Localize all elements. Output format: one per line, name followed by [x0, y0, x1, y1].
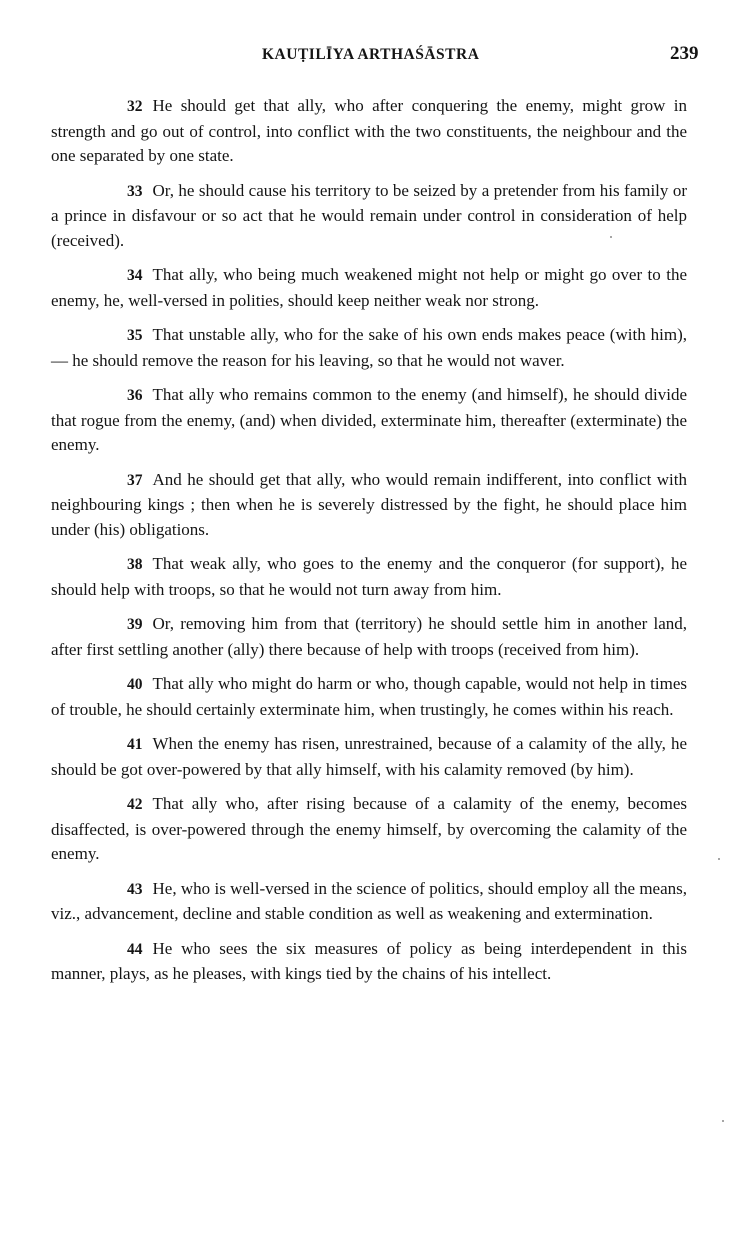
verse-number: 43 — [127, 880, 143, 898]
running-title: KAUṬILĪYA ARTHAŚĀSTRA — [262, 46, 480, 63]
verse-text: That ally who, after rising because of a calamity of the enemy, becomes disaffected, is over-powered through the enemy himself, by overcoming the calamity of the enemy. — [51, 794, 687, 864]
verse-number: 42 — [127, 796, 143, 814]
scan-speck — [610, 236, 612, 238]
verse-number: 34 — [127, 267, 143, 285]
paragraph-37 — [51, 468, 687, 543]
paragraph-39 — [51, 612, 687, 662]
verse-text: When the enemy has risen, unrestrained, because of a calamity of the ally, he should be got over-powered by that ally himself, with his calamity removed (by him). — [51, 734, 687, 779]
verse-text: He who sees the six measures of policy as being interdependent in this manner, plays, as he pleases, with kings tied by the chains of his intellect. — [51, 938, 687, 984]
running-head — [0, 43, 736, 70]
verse-number: 36 — [127, 387, 143, 405]
paragraph-36 — [51, 383, 687, 458]
body-text — [51, 94, 687, 997]
verse-number: 37 — [127, 471, 143, 489]
verse-text: That ally, who being much weakened might not help or might go over to the enemy, he, well-versed in polities, should keep neither weak nor strong. — [51, 265, 687, 310]
paragraph-44 — [51, 937, 687, 987]
verse-text: And he should get that ally, who would remain indifferent, into conflict with neighbouring kings ; then when he is severely distressed by the fight, he should place him under (his) obligations. — [51, 469, 687, 539]
verse-text: That ally who might do harm or who, though capable, would not help in times of trouble, he should certainly exterminate him, when trustingly, he comes within his reach. — [51, 674, 687, 719]
verse-number: 35 — [127, 327, 143, 345]
paragraph-41 — [51, 732, 687, 782]
verse-number: 33 — [127, 182, 143, 200]
verse-text: Or, he should cause his territory to be seized by a pretender from his family or a prince in disfavour or so act that he would remain under control in consideration of help (received). — [51, 180, 687, 250]
paragraph-34 — [51, 263, 687, 313]
paragraph-43 — [51, 877, 687, 927]
scan-speck — [718, 858, 720, 860]
verse-text: That ally who remains common to the enemy (and himself), he should divide that rogue from the enemy, (and) when divided, exterminate him, thereafter (exterminate) the enemy. — [51, 385, 687, 455]
verse-number: 38 — [127, 556, 143, 574]
paragraph-40 — [51, 672, 687, 722]
verse-number: 44 — [127, 940, 143, 958]
paragraph-42 — [51, 792, 687, 867]
paragraph-35 — [51, 323, 687, 373]
scan-speck — [722, 1120, 724, 1122]
verse-text: That weak ally, who goes to the enemy and the conqueror (for support), he should help with troops, so that he would not turn away from him. — [51, 554, 687, 599]
paragraph-32 — [51, 94, 687, 169]
verse-number: 32 — [127, 98, 143, 115]
verse-number: 41 — [127, 736, 143, 754]
verse-text: Or, removing him from that (territory) he should settle him in another land, after first settling another (ally) there because of help with troops (received from him). — [51, 614, 687, 659]
paragraph-33 — [51, 179, 687, 254]
verse-text: He should get that ally, who after conquering the enemy, might grow in strength and go out of control, into conflict with the two constituents, the neighbour and the one separated by one state. — [51, 96, 687, 166]
verse-text: That unstable ally, who for the sake of his own ends makes peace (with him), — he should remove the reason for his leaving, so that he would not waver. — [51, 325, 687, 370]
page-number: 239 — [670, 43, 699, 64]
verse-number: 40 — [127, 676, 143, 694]
verse-text: He, who is well-versed in the science of politics, should employ all the means, viz., advancement, decline and stable condition as well as weakening and extermination. — [51, 878, 687, 924]
verse-number: 39 — [127, 616, 143, 634]
paragraph-38 — [51, 552, 687, 602]
